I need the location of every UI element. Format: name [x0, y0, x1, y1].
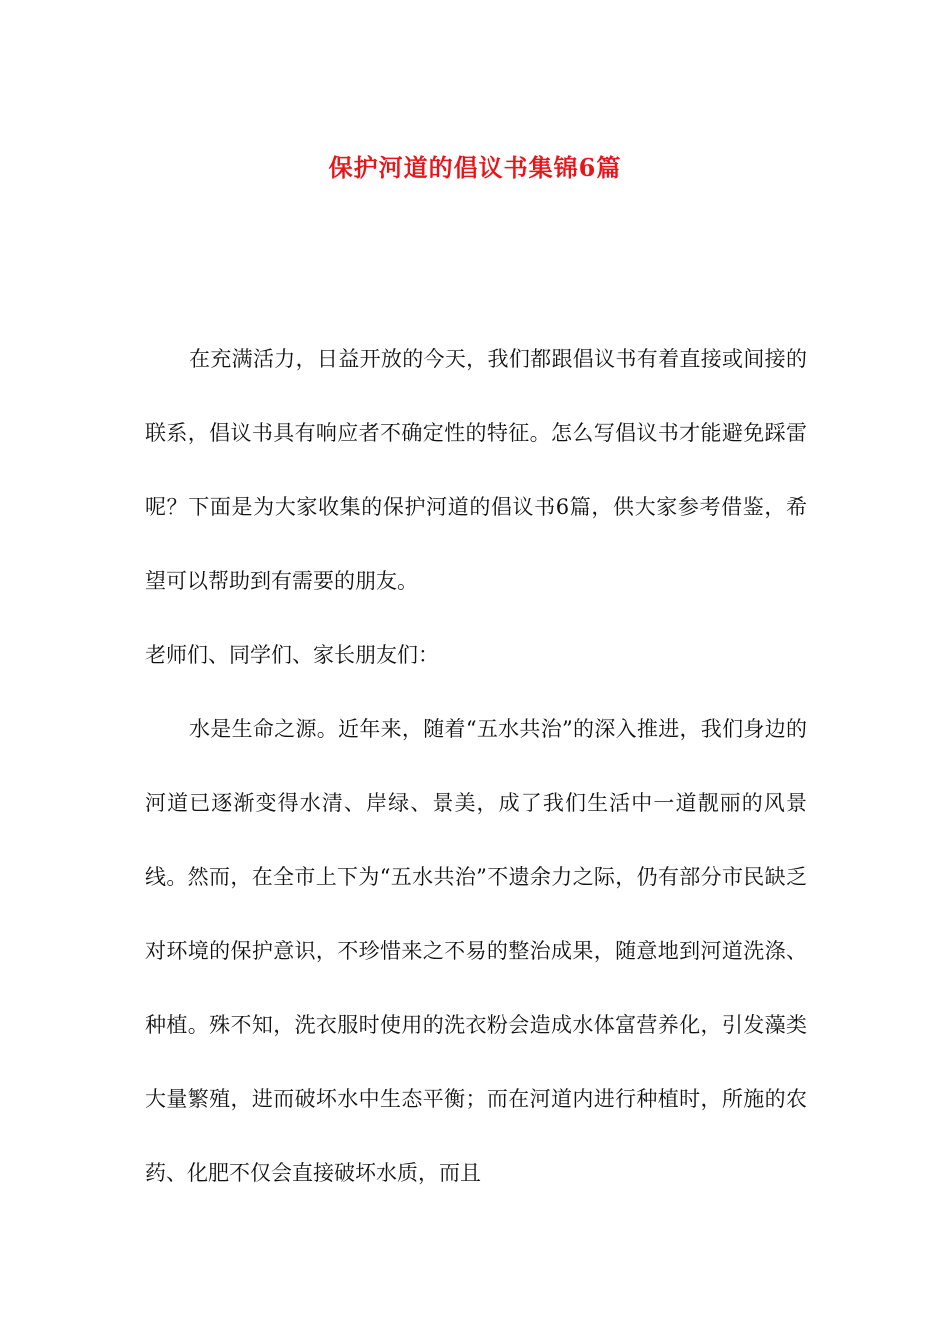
- document-body: [145, 322, 807, 1210]
- document-title: 保护河道的倡议书集锦6篇: [328, 153, 622, 183]
- body-paragraph: 水是生命之源。近年来，随着“五水共治”的深入推进，我们身边的河道已逐渐变得水清、岸绿、景美，成了我们生活中一道靓丽的风景线。然而，在全市上下为“五水共治”不遗余力之际，仍有部分市民缺乏对环境的保护意识，不珍惜来之不易的整治成果，随意地到河道洗涤、种植。殊不知，洗衣服时使用的洗衣粉会造成水体富营养化，引发藻类大量繁殖，进而破坏水中生态平衡；而在河道内进行种植时，所施的农药、化肥不仅会直接破坏水质，而且: [145, 717, 807, 1185]
- intro-paragraph: 在充满活力，日益开放的今天，我们都跟倡议书有着直接或间接的联系，倡议书具有响应者不确定性的特征。怎么写倡议书才能避免踩雷呢？下面是为大家收集的保护河道的倡议书6篇，供大家参考借鉴，希望可以帮助到有需要的朋友。: [145, 347, 807, 593]
- salutation-paragraph: 老师们、同学们、家长朋友们：: [145, 643, 439, 667]
